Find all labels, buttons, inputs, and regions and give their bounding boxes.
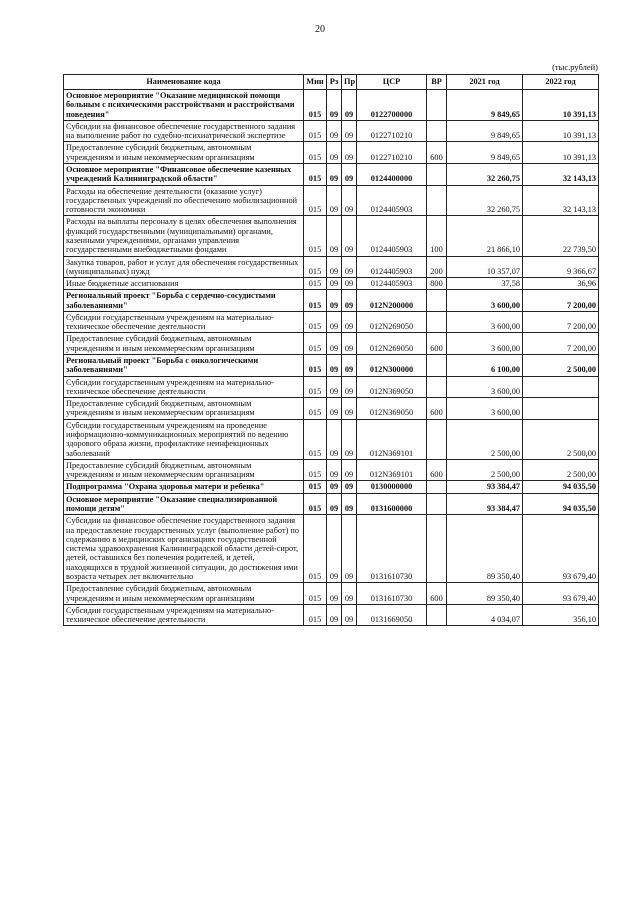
cell-min: 015 [304,311,327,333]
cell-rz: 09 [327,90,342,121]
cell-2021: 3 600,00 [447,333,523,355]
table-row [64,216,599,256]
cell-name: Предоставление субсидий бюджетным, автономным учреждениям и иным некоммерческим организациям [64,142,304,164]
cell-pr: 09 [342,120,357,142]
table-row [64,333,599,355]
cell-rz: 09 [327,459,342,481]
cell-min: 015 [304,398,327,420]
cell-vr [427,90,447,121]
table-header-row [64,75,599,90]
cell-2021: 32 260,75 [447,185,523,216]
cell-rz: 09 [327,515,342,583]
header-min: Мин [304,75,327,90]
cell-2022: 36,96 [523,278,599,290]
cell-pr: 09 [342,290,357,312]
cell-2022: 94 035,50 [523,493,599,515]
cell-pr: 09 [342,515,357,583]
cell-min: 015 [304,142,327,164]
cell-rz: 09 [327,120,342,142]
cell-pr: 09 [342,583,357,605]
cell-2022: 9 366,67 [523,256,599,278]
cell-csr: 0124405903 [357,216,427,256]
cell-name: Основное мероприятие "Оказание специализированной помощи детям" [64,493,304,515]
cell-name: Субсидии государственным учреждениям на проведение информационно-коммуникационных мероприятий по ведению здорового образа жизни, профилактике неинфекционных заболеваний [64,419,304,459]
cell-min: 015 [304,90,327,121]
table-row [64,355,599,377]
cell-name: Основное мероприятие "Финансовое обеспечение казенных учреждений Калининградской области" [64,163,304,185]
cell-2021: 3 600,00 [447,376,523,398]
cell-min: 015 [304,216,327,256]
cell-csr: 0131600000 [357,493,427,515]
cell-rz: 09 [327,493,342,515]
cell-2022: 10 391,13 [523,142,599,164]
cell-name: Субсидии государственным учреждениям на материально-техническое обеспечение деятельности [64,311,304,333]
cell-vr: 600 [427,459,447,481]
header-csr: ЦСР [357,75,427,90]
cell-pr: 09 [342,604,357,626]
cell-vr [427,604,447,626]
cell-vr [427,515,447,583]
table-row [64,278,599,290]
cell-pr: 09 [342,90,357,121]
cell-csr: 012N269050 [357,333,427,355]
cell-pr: 09 [342,311,357,333]
cell-csr: 0124400000 [357,163,427,185]
cell-vr: 200 [427,256,447,278]
cell-pr: 09 [342,493,357,515]
cell-vr [427,493,447,515]
table-row [64,256,599,278]
page-number: 20 [315,24,325,35]
cell-vr [427,376,447,398]
cell-min: 015 [304,163,327,185]
cell-name: Региональный проект "Борьба с сердечно-сосудистыми заболеваниями" [64,290,304,312]
cell-2021: 10 357,07 [447,256,523,278]
cell-name: Расходы на выплаты персоналу в целях обеспечения выполнения функций государственными (муниципальными) органами, казенными учреждениями, органами управления государственными внебюджетными фондами [64,216,304,256]
cell-vr [427,419,447,459]
cell-rz: 09 [327,142,342,164]
header-2021: 2021 год [447,75,523,90]
cell-2022: 22 739,50 [523,216,599,256]
cell-pr: 09 [342,278,357,290]
cell-name: Субсидии на финансовое обеспечение государственного задания на предоставление государственных услуг (выполнение работ) по содержанию в медицинских организациях государственной системы здравоохранения Калининградской области детей-сирот, детей, оставшихся без попечения родителей, и детей, находящихся в трудной жизненной ситуации, до достижения ими возраста четырех лет включительно [64,515,304,583]
cell-2021: 3 600,00 [447,290,523,312]
header-vr: ВР [427,75,447,90]
cell-pr: 09 [342,419,357,459]
cell-2021: 89 350,40 [447,515,523,583]
cell-name: Субсидии на финансовое обеспечение государственного задания на выполнение работ по судебно-психиатрической экспертизе [64,120,304,142]
units-label: (тыс.рублей) [552,62,598,72]
cell-csr: 0122700000 [357,90,427,121]
cell-min: 015 [304,419,327,459]
cell-2021: 9 849,65 [447,120,523,142]
header-name: Наименование кода [64,75,304,90]
cell-vr: 800 [427,278,447,290]
cell-csr: 0130000000 [357,481,427,493]
cell-rz: 09 [327,604,342,626]
header-pr: Пр [342,75,357,90]
table-row [64,376,599,398]
cell-pr: 09 [342,216,357,256]
header-2022: 2022 год [523,75,599,90]
cell-min: 015 [304,376,327,398]
cell-rz: 09 [327,256,342,278]
cell-vr [427,355,447,377]
cell-vr: 600 [427,398,447,420]
cell-csr: 0122710210 [357,120,427,142]
cell-rz: 09 [327,419,342,459]
cell-csr: 012N200000 [357,290,427,312]
cell-min: 015 [304,278,327,290]
table-row [64,459,599,481]
cell-csr: 012N369101 [357,419,427,459]
cell-2022: 7 200,00 [523,333,599,355]
cell-2022: 10 391,13 [523,120,599,142]
table-row [64,398,599,420]
table-row [64,311,599,333]
cell-pr: 09 [342,376,357,398]
cell-csr: 012N369050 [357,398,427,420]
cell-pr: 09 [342,163,357,185]
cell-min: 015 [304,459,327,481]
cell-2021: 89 350,40 [447,583,523,605]
cell-csr: 0131610730 [357,515,427,583]
budget-table [63,74,599,626]
table-row [64,481,599,493]
table-row [64,419,599,459]
table-row [64,120,599,142]
cell-min: 015 [304,493,327,515]
cell-2022: 32 143,13 [523,185,599,216]
cell-min: 015 [304,185,327,216]
cell-csr: 0131669050 [357,604,427,626]
cell-csr: 012N369101 [357,459,427,481]
cell-min: 015 [304,256,327,278]
cell-vr [427,120,447,142]
cell-2021: 21 866,10 [447,216,523,256]
cell-name: Предоставление субсидий бюджетным, автономным учреждениям и иным некоммерческим организациям [64,398,304,420]
cell-vr [427,163,447,185]
table-row [64,604,599,626]
table-body [64,90,599,626]
cell-pr: 09 [342,185,357,216]
table-row [64,163,599,185]
cell-min: 015 [304,583,327,605]
cell-csr: 0124405903 [357,185,427,216]
cell-2021: 2 500,00 [447,459,523,481]
cell-2021: 4 034,07 [447,604,523,626]
cell-2021: 9 849,65 [447,142,523,164]
cell-min: 015 [304,604,327,626]
cell-2022: 7 200,00 [523,290,599,312]
cell-csr: 012N269050 [357,311,427,333]
cell-rz: 09 [327,163,342,185]
cell-vr: 600 [427,333,447,355]
cell-pr: 09 [342,481,357,493]
cell-2022 [523,376,599,398]
cell-csr: 012N369050 [357,376,427,398]
cell-2022: 32 143,13 [523,163,599,185]
cell-csr: 0131610730 [357,583,427,605]
cell-rz: 09 [327,278,342,290]
cell-name: Предоставление субсидий бюджетным, автономным учреждениям и иным некоммерческим организациям [64,333,304,355]
cell-name: Основное мероприятие "Оказание медицинской помощи больным с психическими расстройствами и расстройствами поведения" [64,90,304,121]
cell-2022: 2 500,00 [523,355,599,377]
cell-2021: 37,58 [447,278,523,290]
cell-min: 015 [304,333,327,355]
cell-2022 [523,398,599,420]
cell-min: 015 [304,481,327,493]
cell-rz: 09 [327,481,342,493]
cell-name: Закупка товаров, работ и услуг для обеспечения государственных (муниципальных) нужд [64,256,304,278]
cell-2021: 6 100,00 [447,355,523,377]
table-row [64,142,599,164]
cell-pr: 09 [342,333,357,355]
cell-2022: 2 500,00 [523,459,599,481]
cell-vr [427,481,447,493]
cell-name: Субсидии государственным учреждениям на материально-техническое обеспечение деятельности [64,604,304,626]
cell-name: Предоставление субсидий бюджетным, автономным учреждениям и иным некоммерческим организациям [64,583,304,605]
cell-2022: 7 200,00 [523,311,599,333]
cell-name: Расходы на обеспечение деятельности (оказание услуг) государственных учреждений по обеспечению мобилизационной готовности экономики [64,185,304,216]
cell-2022: 2 500,00 [523,419,599,459]
cell-2022: 94 035,50 [523,481,599,493]
cell-vr [427,311,447,333]
cell-pr: 09 [342,142,357,164]
cell-vr: 600 [427,142,447,164]
cell-rz: 09 [327,333,342,355]
cell-name: Субсидии государственным учреждениям на материально-техническое обеспечение деятельности [64,376,304,398]
cell-name: Региональный проект "Борьба с онкологическими заболеваниями" [64,355,304,377]
cell-rz: 09 [327,290,342,312]
cell-2021: 9 849,65 [447,90,523,121]
table-row [64,290,599,312]
table-row [64,185,599,216]
table-row [64,583,599,605]
table-row [64,493,599,515]
header-rz: Рз [327,75,342,90]
cell-2022: 93 679,40 [523,583,599,605]
cell-pr: 09 [342,355,357,377]
cell-vr: 600 [427,583,447,605]
cell-rz: 09 [327,355,342,377]
cell-vr: 100 [427,216,447,256]
cell-vr [427,290,447,312]
cell-2022: 356,10 [523,604,599,626]
cell-rz: 09 [327,583,342,605]
cell-2021: 3 600,00 [447,311,523,333]
table-row [64,90,599,121]
cell-vr [427,185,447,216]
cell-2021: 32 260,75 [447,163,523,185]
cell-min: 015 [304,120,327,142]
cell-2022: 10 391,13 [523,90,599,121]
cell-2021: 93 384,47 [447,493,523,515]
table-row [64,515,599,583]
cell-rz: 09 [327,311,342,333]
cell-csr: 0124405903 [357,256,427,278]
cell-csr: 012N300000 [357,355,427,377]
cell-rz: 09 [327,185,342,216]
cell-name: Предоставление субсидий бюджетным, автономным учреждениям и иным некоммерческим организациям [64,459,304,481]
cell-2021: 3 600,00 [447,398,523,420]
cell-2021: 93 384,47 [447,481,523,493]
cell-name: Подпрограмма "Охрана здоровья матери и ребенка" [64,481,304,493]
cell-2021: 2 500,00 [447,419,523,459]
cell-2022: 93 679,40 [523,515,599,583]
cell-csr: 0122710210 [357,142,427,164]
cell-rz: 09 [327,216,342,256]
cell-min: 015 [304,515,327,583]
cell-rz: 09 [327,376,342,398]
cell-min: 015 [304,290,327,312]
cell-pr: 09 [342,459,357,481]
cell-csr: 0124405903 [357,278,427,290]
cell-pr: 09 [342,256,357,278]
cell-rz: 09 [327,398,342,420]
cell-pr: 09 [342,398,357,420]
cell-name: Иные бюджетные ассигнования [64,278,304,290]
cell-min: 015 [304,355,327,377]
